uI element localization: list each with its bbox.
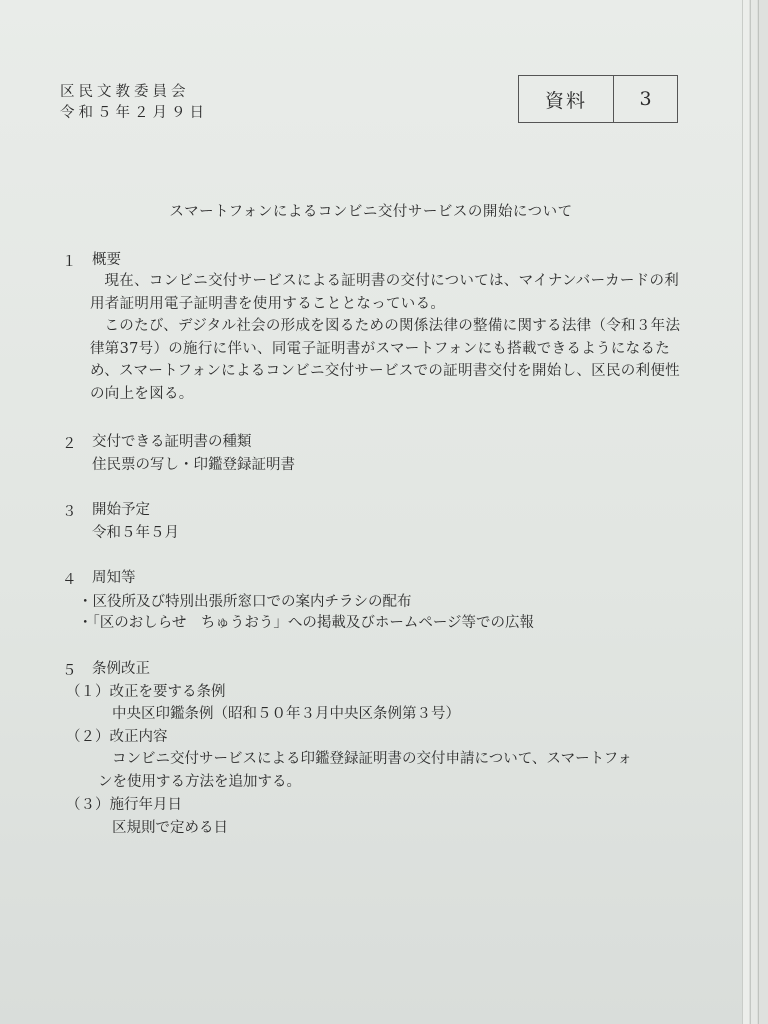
document-meta — [60, 82, 208, 124]
section-4-number: ４ — [62, 572, 77, 588]
section-1-paragraph-1: 現在、コンビニ交付サービスによる証明書の交付については、マイナンバーカードの利用者証明用電子証明書を使用することとなっている。 — [90, 273, 680, 312]
section-3-heading: 開始予定 — [92, 502, 150, 518]
material-badge — [518, 75, 678, 123]
section-3-body: 令和５年５月 — [92, 525, 179, 541]
sub-item-1-label: （１）改正を要する条例 — [66, 684, 226, 700]
section-2-body: 住民票の写し・印鑑登録証明書 — [92, 457, 295, 473]
section-2-heading: 交付できる証明書の種類 — [92, 434, 252, 450]
material-label: 資料 — [519, 76, 614, 122]
section-3-number: ３ — [62, 504, 77, 520]
stacked-page-edge — [750, 0, 757, 1024]
sub-item-3-label: （３）施行年月日 — [66, 797, 182, 813]
material-number: 3 — [639, 88, 652, 110]
sub-item-1-body: 中央区印鑑条例（昭和５０年３月中央区条例第３号） — [112, 706, 460, 722]
section-1-number: １ — [62, 254, 77, 270]
section-5-heading: 条例改正 — [92, 661, 150, 677]
section-5-number: ５ — [62, 663, 77, 679]
section-4-item-2: ・「区のおしらせ ちゅうおう」への掲載及びホームページ等での広報 — [78, 615, 535, 631]
sub-item-2-label: （２）改正内容 — [66, 729, 168, 745]
sub-item-2-line-2: ンを使用する方法を追加する。 — [98, 774, 301, 790]
section-1-paragraph-2: このたび、デジタル社会の形成を図るための関係法律の整備に関する法律（令和３年法律第37号）の施行に伴い、同電子証明書がスマートフォンにも搭載できるようになるため、スマートフォンによるコンビニ交付サービスでの証明書交付を開始し、区民の利便性の向上を図る。 — [90, 318, 681, 402]
section-4-item-1: ・区役所及び特別出張所窓口での案内チラシの配布 — [78, 594, 412, 610]
sub-item-3-body: 区規則で定める日 — [112, 820, 228, 836]
meeting-date: 令和５年２月９日 — [60, 105, 208, 121]
section-1-heading: 概要 — [92, 252, 121, 268]
section-2-number: ２ — [62, 436, 77, 452]
section-4-heading: 周知等 — [92, 570, 136, 586]
stacked-page-edge — [742, 0, 749, 1024]
stacked-page-edge — [758, 0, 768, 1024]
committee-name: 区民文教委員会 — [60, 84, 190, 100]
document-title: スマートフォンによるコンビニ交付サービスの開始について — [169, 204, 573, 220]
sub-item-2-line-1: コンビニ交付サービスによる印鑑登録証明書の交付申請について、スマートフォ — [112, 751, 632, 767]
